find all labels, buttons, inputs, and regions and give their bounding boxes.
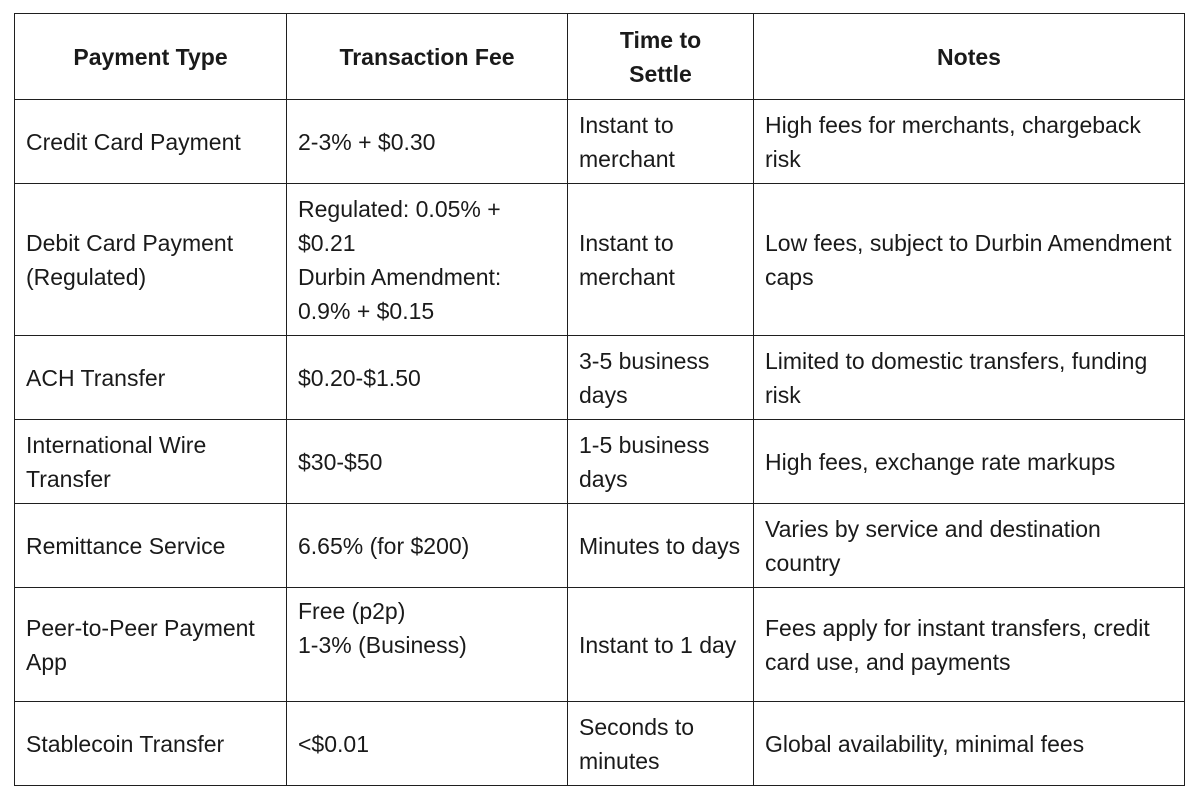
transaction-fee-cell <box>287 420 568 504</box>
fee-line: 6.65% (for $200) <box>298 532 470 559</box>
header-transaction-fee: Transaction Fee <box>287 14 568 100</box>
notes-cell: High fees for merchants, chargeback risk <box>754 100 1185 184</box>
time-to-settle-cell: Instant to 1 day <box>568 588 754 702</box>
payment-type-cell: Remittance Service <box>15 504 287 588</box>
table-row <box>15 100 1185 184</box>
fee-line: $0.20-$1.50 <box>298 364 421 391</box>
header-time-to-settle-line2: Settle <box>629 60 692 87</box>
time-to-settle-cell: 3-5 business days <box>568 336 754 420</box>
time-to-settle-cell: 1-5 business days <box>568 420 754 504</box>
table-row <box>15 336 1185 420</box>
transaction-fee-cell <box>287 336 568 420</box>
notes-cell: Limited to domestic transfers, funding risk <box>754 336 1185 420</box>
fee-line: Durbin Amendment: 0.9% + $0.15 <box>298 263 502 324</box>
header-time-to-settle <box>568 14 754 100</box>
table-row <box>15 504 1185 588</box>
header-row <box>15 14 1185 100</box>
table-row <box>15 420 1185 504</box>
payment-type-cell: International Wire Transfer <box>15 420 287 504</box>
fee-line: Free (p2p) <box>298 598 406 624</box>
header-notes: Notes <box>754 14 1185 100</box>
fee-line: 2-3% + $0.30 <box>298 128 436 155</box>
payment-comparison-table <box>14 13 1185 786</box>
table-row <box>15 702 1185 786</box>
transaction-fee-cell <box>287 588 568 702</box>
payment-type-cell: ACH Transfer <box>15 336 287 420</box>
table-row <box>15 184 1185 336</box>
header-payment-type: Payment Type <box>15 14 287 100</box>
notes-cell: Global availability, minimal fees <box>754 702 1185 786</box>
payment-type-cell: Peer-to-Peer Payment App <box>15 588 287 702</box>
transaction-fee-cell <box>287 504 568 588</box>
fee-line: 1-3% (Business) <box>298 632 467 658</box>
notes-cell: Low fees, subject to Durbin Amendment caps <box>754 184 1185 336</box>
notes-cell: Fees apply for instant transfers, credit card use, and payments <box>754 588 1185 702</box>
table-row <box>15 588 1185 702</box>
transaction-fee-cell <box>287 702 568 786</box>
transaction-fee-cell <box>287 184 568 336</box>
time-to-settle-cell: Seconds to minutes <box>568 702 754 786</box>
payment-type-cell: Stablecoin Transfer <box>15 702 287 786</box>
time-to-settle-cell: Instant to merchant <box>568 184 754 336</box>
fee-line: Regulated: 0.05% + $0.21 <box>298 195 501 256</box>
transaction-fee-cell <box>287 100 568 184</box>
time-to-settle-cell: Instant to merchant <box>568 100 754 184</box>
notes-cell: Varies by service and destination country <box>754 504 1185 588</box>
fee-line: $30-$50 <box>298 448 383 475</box>
time-to-settle-cell: Minutes to days <box>568 504 754 588</box>
payment-type-cell: Debit Card Payment (Regulated) <box>15 184 287 336</box>
notes-cell: High fees, exchange rate markups <box>754 420 1185 504</box>
fee-line: <$0.01 <box>298 730 369 757</box>
payment-type-cell: Credit Card Payment <box>15 100 287 184</box>
header-time-to-settle-line1: Time to <box>619 26 702 53</box>
